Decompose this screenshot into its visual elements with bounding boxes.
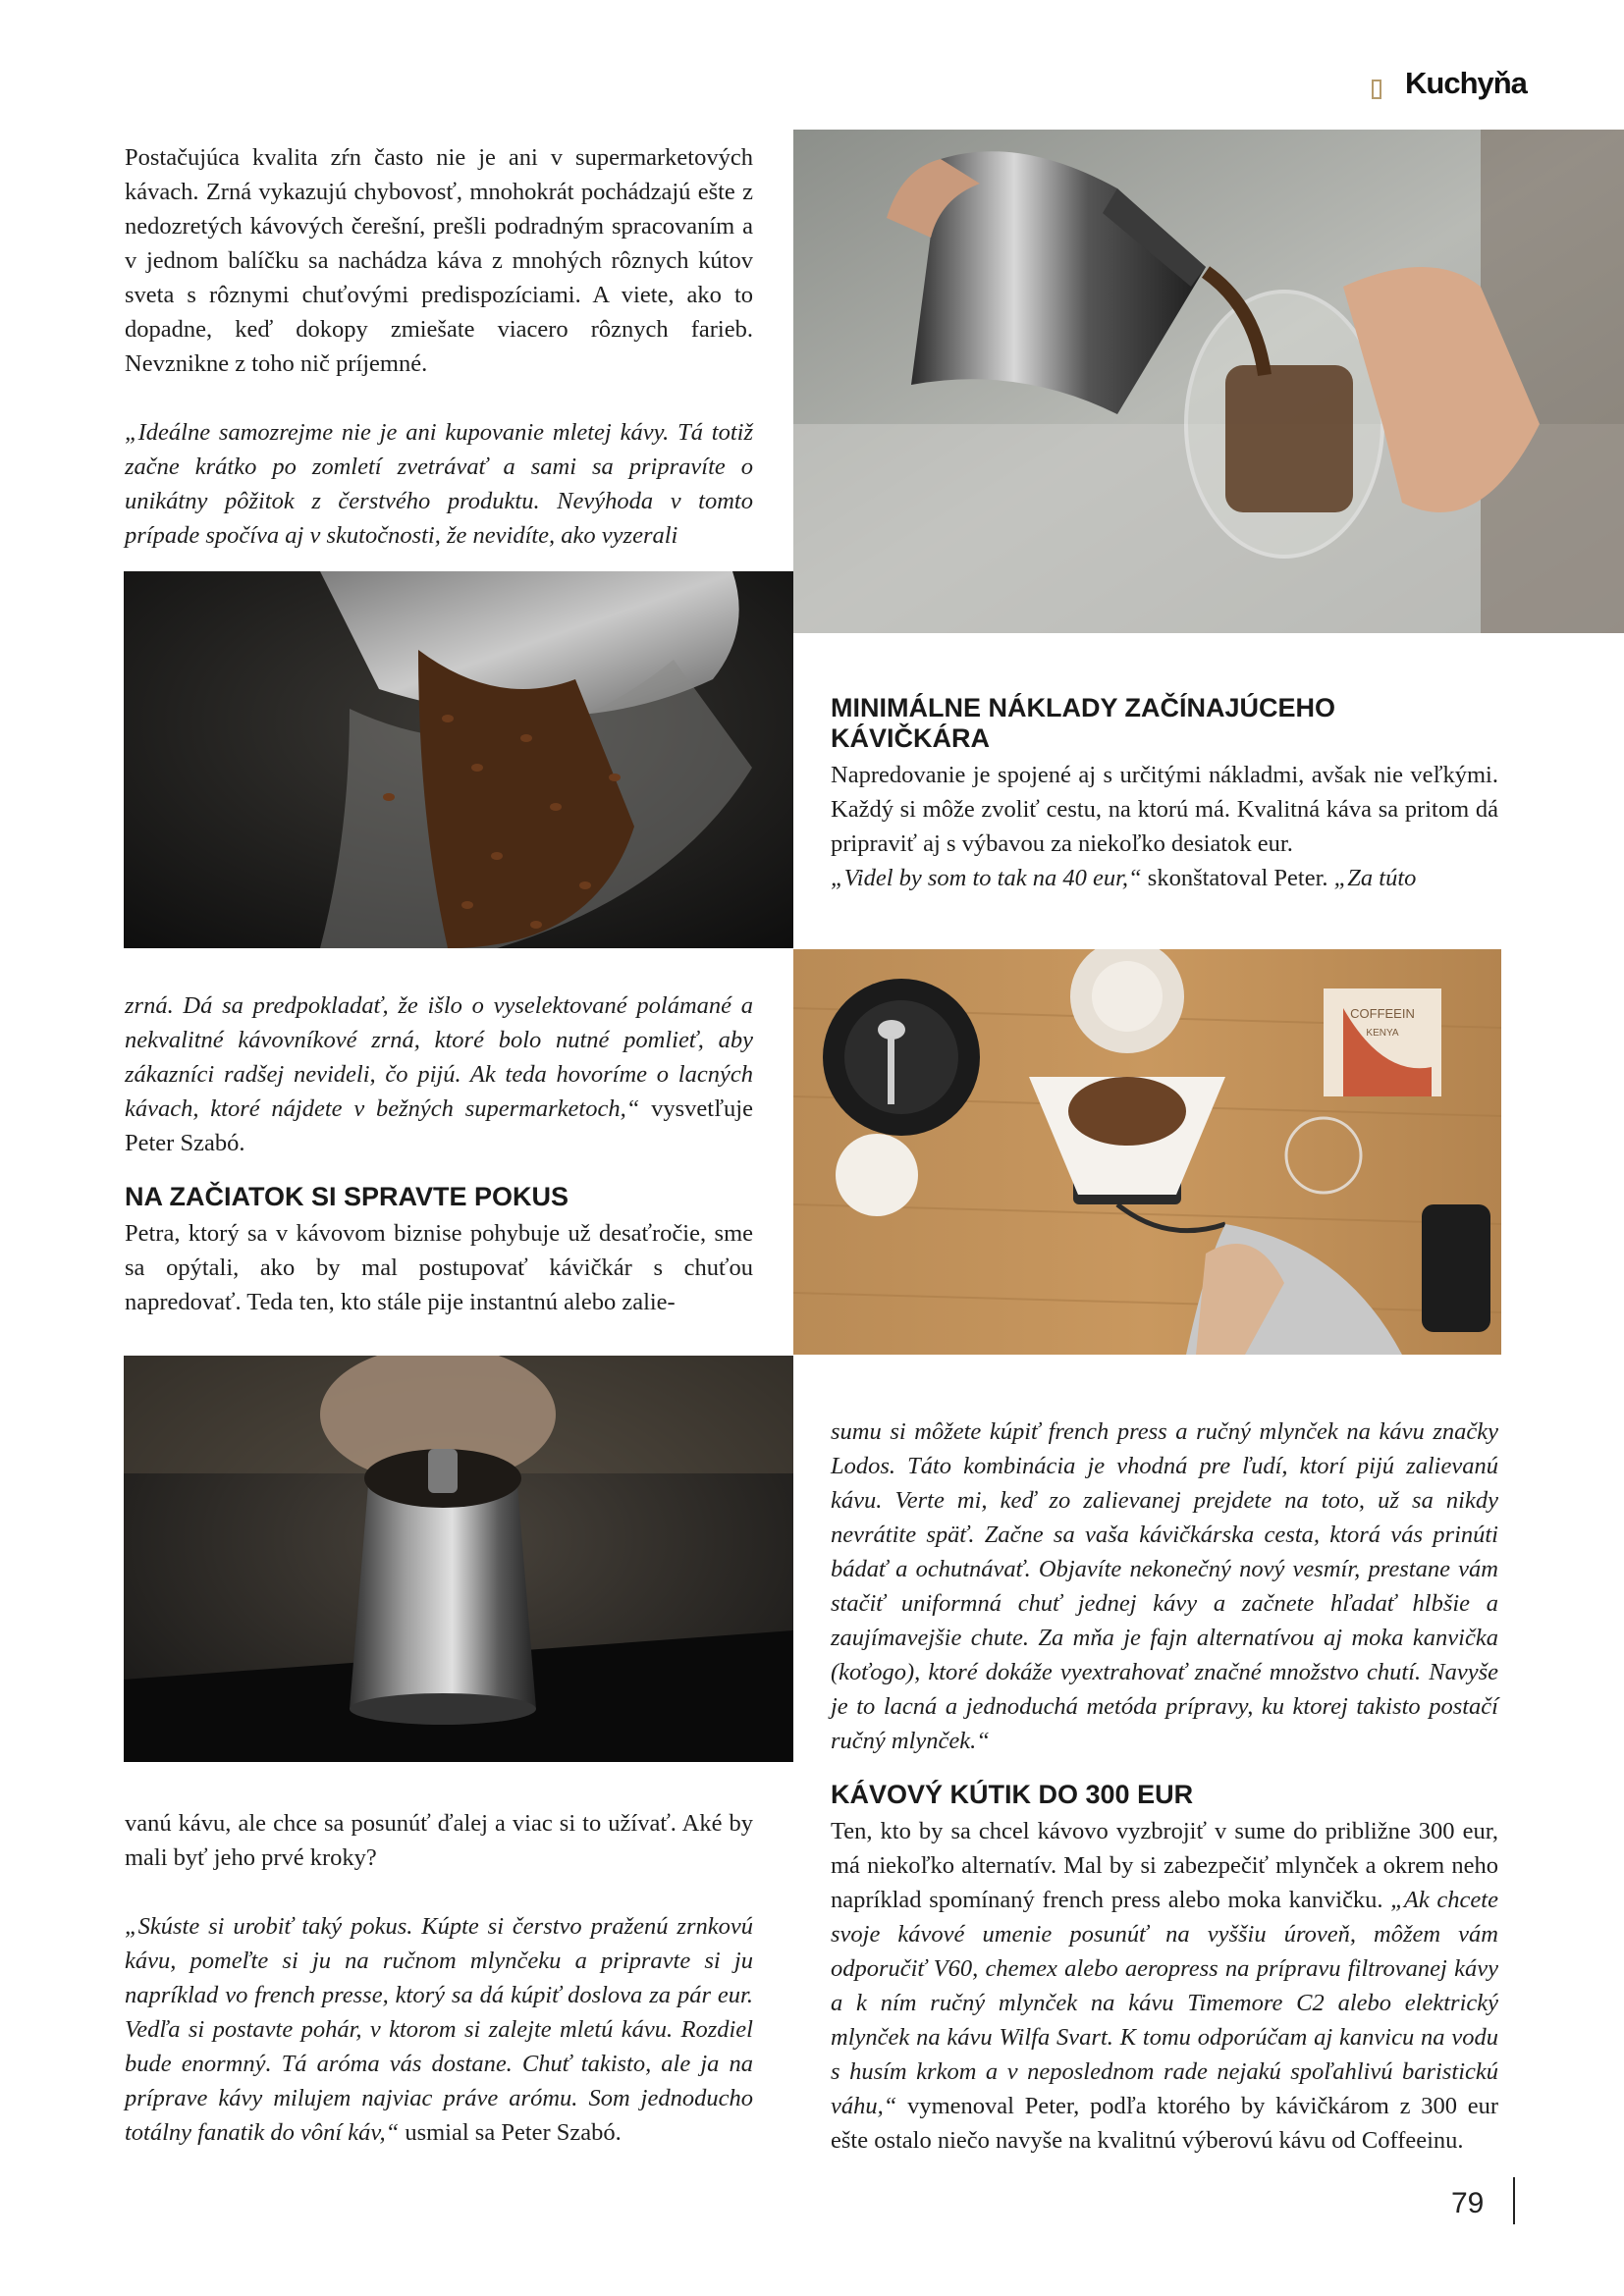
paragraph bbox=[831, 758, 1498, 895]
paragraph-text: usmial sa Peter Szabó. bbox=[399, 2119, 622, 2146]
paragraph-text: Napredovanie je spojené aj s určitými nákladmi, avšak nie veľkými. Každý si môže zvoliť cestu, na ktorú má. Kvalitná káva sa pritom dá pripraviť aj s výbavou za niekoľko desiatok eur. bbox=[831, 762, 1498, 857]
paragraph: Petra, ktorý sa v kávovom biznise pohybuje už desaťročie, sme sa opýtali, ako by mal postupovať kávičkár s chuťou napredovať. Teda ten, kto stále pije instantnú alebo zalie- bbox=[125, 1220, 753, 1315]
paragraph bbox=[831, 1814, 1498, 2158]
quote-text: zrná. Dá sa predpokladať, že išlo o vyselektované polámané a nekvalitné kávovníkové zrná, ktoré bolo nutné pomlieť, aby zákazníci radšej nevideli, čo pijú. Ak teda hovoríme o lacných kávach, ktoré nájdete v bežných supermarketoch,“ bbox=[125, 992, 753, 1122]
article-text-left-bottom bbox=[125, 1806, 753, 2150]
paragraph-text: Ten, kto by sa chcel kávovo vyzbrojiť v sume do približne 300 eur, má niekoľko alternatív. Mal by si zabezpečiť mlynček a okrem neho napríklad spomínaný french press alebo moka kanvičku. bbox=[831, 1818, 1498, 1913]
quote-text: „Skúste si urobiť taký pokus. Kúpte si čerstvo praženú zrnkovú kávu, pomeľte si ju na ručnom mlynčeku a pripravte si ju napríklad vo french presse, ktorý sa dá kúpiť doslova za pár eur. Vedľa si postavte pohár, v ktorom si zalejte mletú kávu. Rozdiel bude enormný. Tá aróma vás dostane. Chuť takisto, ale ja na príprave kávy milujem najviac práve arómu. Som jednoducho totálny fanatik do vôní káv,“ bbox=[125, 1913, 753, 2146]
photo-moka-pot-pouring bbox=[793, 130, 1624, 633]
paragraph-text: skonštatoval Peter. bbox=[1141, 865, 1334, 891]
section-heading: MINIMÁLNE NÁKLADY ZAČÍNAJÚCEHO KÁVIČKÁRA bbox=[831, 693, 1336, 753]
paragraph bbox=[125, 1909, 753, 2150]
paragraph: vanú kávu, ale chce sa posunúť ďalej a viac si to užívať. Aké by mali byť jeho prvé kroky? bbox=[125, 1810, 753, 1871]
paragraph-text: vysvetľuje Peter Szabó. bbox=[125, 1095, 753, 1156]
photo-moka-pot-stove bbox=[124, 1356, 793, 1762]
quote-text: „Za túto bbox=[1333, 865, 1417, 891]
article-text-left-mid bbox=[125, 988, 753, 1319]
paragraph-text: vymenoval Peter, podľa ktorého by kávičkárom z 300 eur ešte ostalo niečo navyše na kvalitnú výberovú kávu od Coffeeinu. bbox=[831, 2093, 1498, 2154]
page-number: 79 bbox=[1451, 2187, 1485, 2219]
photo-coffee-roaster-beans bbox=[124, 571, 793, 948]
article-text-right-bottom bbox=[831, 1415, 1498, 2158]
section-heading: NA ZAČIATOK SI SPRAVTE POKUS bbox=[125, 1182, 569, 1211]
page-number-divider bbox=[1513, 2177, 1515, 2224]
product-box-origin: KENYA bbox=[1366, 1028, 1399, 1039]
quote-text: „Videl by som to tak na 40 eur,“ bbox=[831, 865, 1142, 891]
article-text-right-mid bbox=[831, 693, 1498, 895]
quote-paragraph: „Ideálne samozrejme nie je ani kupovanie mletej kávy. Tá totiž začne krátko po zomletí zvetrávať a sami sa pripravíte o unikátny pôžitok z čerstvého produktu. Nevýhoda v tomto prípade spočíva aj v skutočnosti, že nevidíte, ako vyzerali bbox=[125, 419, 753, 549]
product-box-brand: COFFEEIN bbox=[1350, 1006, 1415, 1021]
quote-paragraph: sumu si môžete kúpiť french press a ručný mlynček na kávu značky Lodos. Táto kombinácia je vhodná pre ľudí, ktorí pijú zalievanú kávu. Verte mi, keď zo zalievanej prejdete na toto, už sa nikdy nevrátite späť. Začne sa vaša kávičkárska cesta, ktorá vás prinúti bádať a ochutnávať. Objavíte nekonečný nový vesmír, prestane vám stačiť uniformná chuť jednej kávy a začnete hľadať hlbšie a zaujímavejšie chute. Za mňa je fajn alternatívou aj moka kanvička (koťogo), ktoré dokáže vyextrahovať značné množstvo chutí. Navyše je to lacná a jednoduchá metóda prípravy, ku ktorej takisto postačí ručný mlynček.“ bbox=[831, 1418, 1498, 1754]
photo-pour-over-flatlay bbox=[793, 949, 1501, 1355]
paragraph: Postačujúca kvalita zŕn často nie je ani v supermarketových kávach. Zrná vykazujú chybovosť, mnohokrát pochádzajú ešte z nedozretých kávových čerešní, prešli podradným spracovaním a v jednom balíčku sa nachádza káva z mnohých rôznych kútov sveta s rôznymi chuťovými predispozíciami. A viete, ako to dopadne, keď dokopy zmiešate viacero rôznych farieb. Nevznikne z toho nič príjemné. bbox=[125, 144, 753, 377]
section-heading: KÁVOVÝ KÚTIK DO 300 EUR bbox=[831, 1780, 1194, 1809]
paragraph bbox=[125, 988, 753, 1160]
quote-text: „Ak chcete svoje kávové umenie posunúť na vyššiu úroveň, môžem vám odporučiť V60, chemex alebo aeropress na prípravu filtrovanej kávy a k ním ručný mlynček na kávu Timemore C2 alebo elektrický mlynček na kávu Wilfa Svart. K tomu odporúčam aj kanvicu na vodu s husím krkom a v neposlednom rade nejakú spoľahlivú baristickú váhu,“ bbox=[831, 1887, 1498, 2119]
magazine-logo bbox=[1370, 61, 1527, 106]
article-text-left-top bbox=[125, 140, 753, 553]
logo-mark-icon bbox=[1370, 64, 1403, 103]
logo-text: Kuchyňa bbox=[1405, 66, 1527, 100]
